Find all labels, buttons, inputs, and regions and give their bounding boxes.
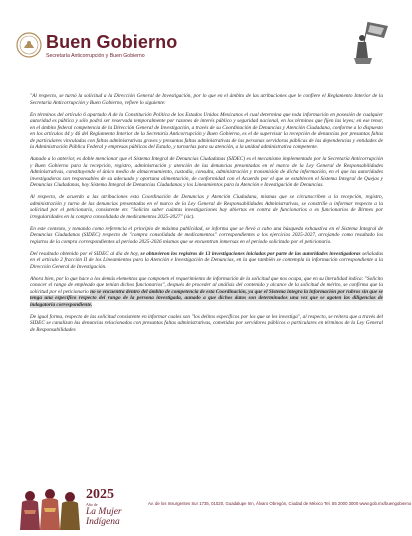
government-seal-icon: [16, 32, 42, 58]
paragraph: En términos del artículo 6 apartado A de la Constitución Política de los Estados Unidos Mexicanos el cual determina que toda información en posesión de cualquier autoridad es pública y sólo podrá ser reservada temporalmente por razones de interés público y seguridad nacional, en los términos que fijen las leyes; en ese tenor, en el ámbito federal competencia de la Dirección General de Investigación, a través de su Coordinación de Denuncias y Atención Ciudadana, conforme a lo dispuesto en los artículos 44 y 46 del Reglamento Interior de la Secretaría Anticorrupción y Buen Gobierno, es el de supervisar la recepción de denuncias por presuntas faltas de particulares vinculadas con faltas administrativas graves y presuntas faltas administrativas de las personas servidoras públicas de las dependencias y entidades de la Administración Pública Federal y empresas públicas del Estado, y turnarlas para su atención, a la unidad administrativa competente.: [30, 111, 383, 150]
paragraph-text: Del resultado obtenido por el SIDEC al día de hoy,: [30, 250, 141, 257]
indigenous-women-illustration-icon: [18, 486, 84, 530]
highlighted-competence: no se encuentra dentro del ámbito de competencia de esta Coordinación, ya que el Sistema integra la información por rubros sin que se tenga una específico respecto del rango de la persona investigada, aunado a que dichos datos son determinados una vez que se agoten las diligencias de indagatoria correspondiente.: [30, 288, 383, 308]
brand-subtitle: Secretaría Anticorrupción y Buen Gobierno: [46, 53, 145, 59]
flag-bearer-emblem-icon: [348, 18, 390, 66]
year-of-indigenous-woman-logo: [86, 488, 132, 527]
paragraph: Al respecto, de acuerdo a las atribuciones esta Coordinación de Denuncias y Atención Ciudadana, mismas que se circunscriben a la recepción, registro, administración y turno de las denuncias presentadas en el marco de la Ley General de Responsabilidades Administrativas, se constriñe a informar respecto a la solicitud por el peticionario, consistente en: "Solicito saber cuántas investigaciones hay abiertas en contra de funcionarios o ex funcionarios de Birmex por irregularidades en la compra consolidada de medicamentos 2025-2027" (sic).: [30, 194, 383, 220]
paragraph-text: señaladas en el artículo 2 fracción II de los Lineamientos para la Atención e Investigación de Denuncias, en la que también se contempla la información correspondiente a la Dirección General de Investigación.: [30, 250, 383, 270]
year-label: 2025: [86, 487, 114, 502]
paragraph: "Al respecto, se turnó la solicitud a la Dirección General de Investigación, por lo que en el ámbito de las atribuciones que le confiere el Reglamento Interior de la Secretaría Anticorrupción y Buen Gobierno, refiere lo siguiente:: [30, 93, 383, 106]
paragraph: En este contexto, y tomando como referencia el principio de máxima publicidad, se informa que se llevó a cabo una búsqueda exhaustiva en el Sistema Integral de Denuncias Ciudadanas (SIDEC) respecto de "compra consolidada de medicamentos" correspondientes a los ejercicios 2025-2027, arrojando como resultado los registros de la compra correspondientes al periodo 2025-2026 mismas que se encuentran inmersas en el periodo solicitado por el peticionario.: [30, 225, 383, 245]
paragraph: Aunado a lo anterior, es doble mencionar que el Sistema Integral de Denuncias Ciudadanas (SIDEC) es el mecanismo implementado por la Secretaría Anticorrupción y Buen Gobierno para la recepción, registro, administración y atención de las denuncias presentadas en el marco de la Ley General de Responsabilidades Administrativas, constituyendo el único medio de almacenamiento, custodia, consulta, administración y transmisión de dicha información, en el que las autoridades investigadoras son responsables de su adecuado y oportuna alimentación, de conformidad con el Acuerdo por el que se establecen el Sistema Integral de Quejas y Denuncias Ciudadanas, hoy Sistema Integral de Denuncias Ciudadanas y los Lineamientos para la Atención e Investigación de Denuncias.: [30, 156, 383, 188]
year-mujer-label: La Mujer: [86, 507, 122, 517]
year-indigena-label: Indígena: [86, 517, 120, 527]
paragraph-text: Ahora bien, por lo que hace a los demás elementos que componen el requerimiento de información de la solicitud que nos ocupa, que en su literalidad indica: "Solicito conocer el rango de empleado que tenían dichos funcionarios", después de proceder al análisis del contenido y alcance de la solicitud de mérito, se confirma que la solicitud por el peticionario: [30, 275, 383, 295]
brand-block: [46, 32, 177, 59]
paragraph-result: [30, 251, 383, 271]
highlighted-result: se obtuvieron los registros de 13 investigaciones iniciadas por parte de las autoridades investigadoras: [140, 250, 361, 257]
year-sub-label: Año de: [86, 502, 98, 507]
brand-name: Buen Gobierno: [46, 32, 178, 52]
document-body: [30, 93, 383, 471]
paragraph-competence: [30, 276, 383, 309]
paragraph: De igual forma, respecto de las solicitud consistente en informar cuales son "los delitos específicos por los que se les investiga", al respecto, se reitera que a través del SIDEC se canalizan las denuncias relacionadas con presuntas faltas administrativas, cometidas por servidores públicos o particulares en términos de la Ley General de Responsabilidades: [30, 313, 383, 333]
footer-address: Av. de los Insurgentes Sur 1735, 01020, Guadalupe Inn, Álvaro Obregón, Ciudad de México Tel. 55 2000 3000 www.gob.mx/buengobierno: [148, 501, 412, 506]
